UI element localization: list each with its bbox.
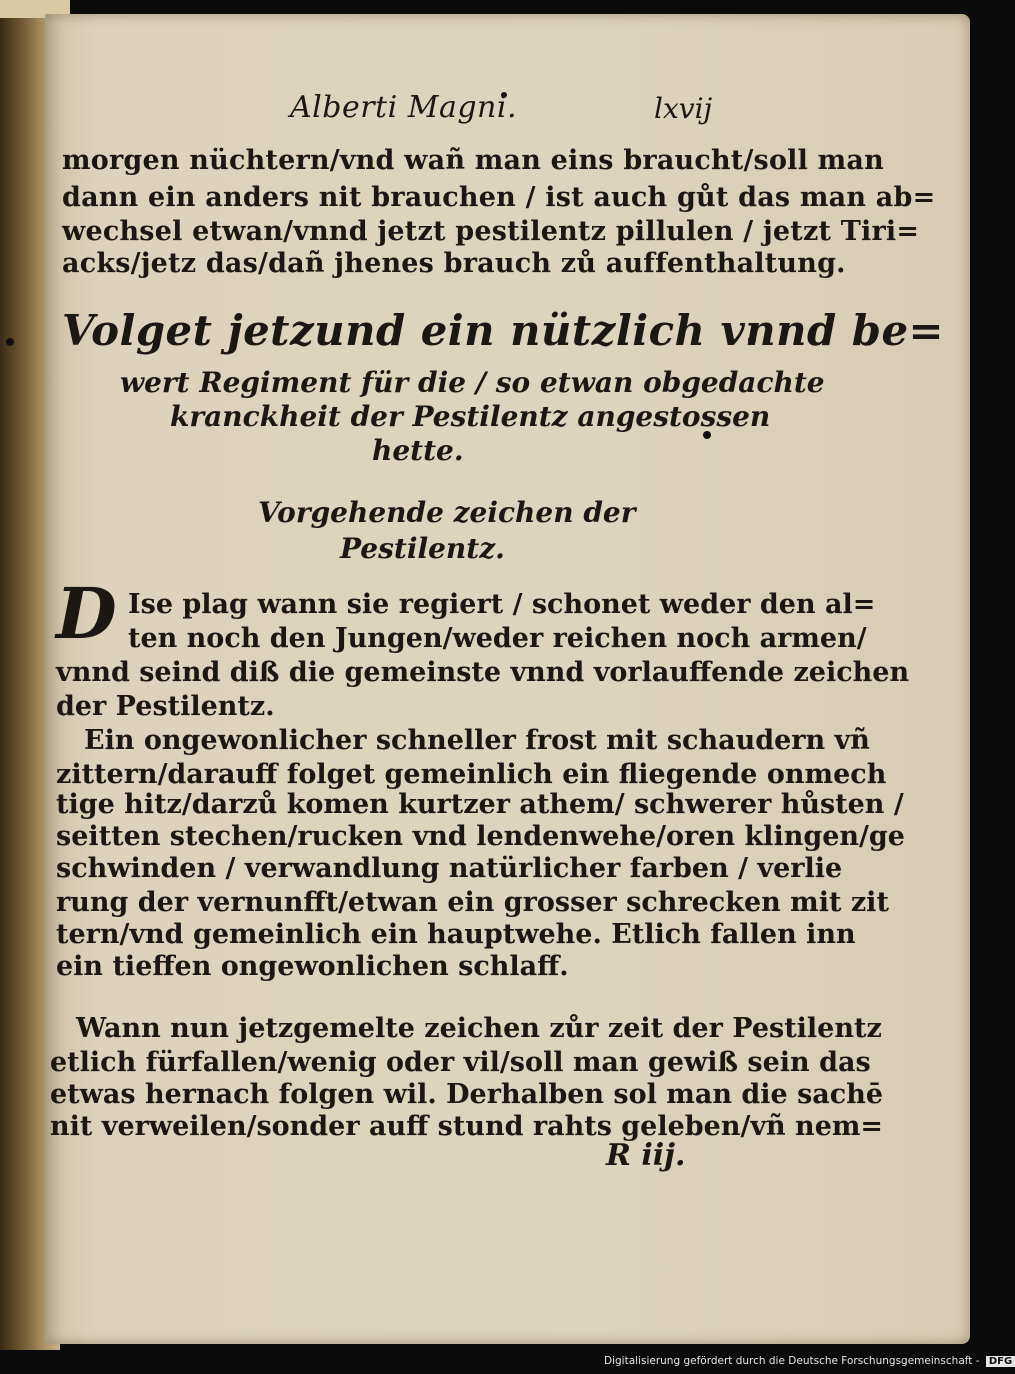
section-heading-line: kranckheit der Pestilentz angestossen — [170, 400, 771, 433]
text-line: etwas hernach folgen wil. Derhalben sol man die sachē — [50, 1079, 884, 1110]
section-heading-line: wert Regiment für die / so etwan obgedachte — [120, 366, 825, 399]
text-line: vnnd seind diß die gemeinste vnnd vorlauffende zeichen — [56, 657, 910, 688]
text-line: tern/vnd gemeinlich ein hauptwehe. Etlich fallen inn — [56, 919, 856, 950]
dfg-logo: DFG — [986, 1356, 1015, 1367]
text-line: morgen nüchtern/vnd wañ man eins braucht/soll man — [62, 145, 884, 176]
subheading-line: Vorgehende zeichen der — [258, 496, 636, 529]
text-line: ten noch den Jungen/weder reichen noch armen/ — [128, 623, 867, 654]
drop-capital: D — [56, 572, 117, 655]
text-line: acks/jetz das/dañ jhenes brauch zů auffenthaltung. — [62, 248, 846, 279]
text-line: ein tieffen ongewonlichen schlaff. — [56, 951, 569, 982]
text-line: Ise plag wann sie regiert / schonet weder den al= — [128, 589, 876, 620]
credit-text: Digitalisierung gefördert durch die Deutsche Forschungsgemeinschaft - — [604, 1355, 980, 1367]
text-line: dann ein anders nit brauchen / ist auch gůt das man ab= — [62, 182, 936, 213]
ink-dot-left — [6, 338, 14, 346]
text-line: seitten stechen/rucken vnd lendenwehe/oren klingen/ge — [56, 821, 905, 852]
text-line: zittern/darauff folget gemeinlich ein fliegende onmech — [56, 759, 887, 790]
section-heading-line: hette. — [372, 434, 464, 467]
signature-mark: R iij. — [606, 1138, 686, 1173]
folio-number: lxvij — [654, 92, 713, 125]
running-title: Alberti Magni. — [290, 90, 518, 125]
text-line: wechsel etwan/vnnd jetzt pestilentz pillulen / jetzt Tiri= — [62, 216, 920, 247]
text-line: Ein ongewonlicher schneller frost mit schaudern vñ — [84, 725, 870, 756]
text-line: Wann nun jetzgemelte zeichen zůr zeit der Pestilentz — [76, 1013, 882, 1044]
section-heading-line: Volget jetzund ein nützlich vnnd be= — [62, 306, 945, 355]
text-line: der Pestilentz. — [56, 691, 275, 722]
text-line: tige hitz/darzů komen kurtzer athem/ schwerer hůsten / — [56, 789, 904, 820]
text-line: schwinden / verwandlung natürlicher farben / verlie — [56, 853, 843, 884]
text-line: nit verweilen/sonder auff stund rahts geleben/vñ nem= — [50, 1111, 884, 1142]
text-line: etlich fürfallen/wenig oder vil/soll man gewiß sein das — [50, 1047, 871, 1078]
digitization-credit — [604, 1355, 1015, 1367]
subheading-line: Pestilentz. — [340, 532, 505, 565]
text-line: rung der vernunfft/etwan ein grosser schrecken mit zit — [56, 887, 889, 918]
